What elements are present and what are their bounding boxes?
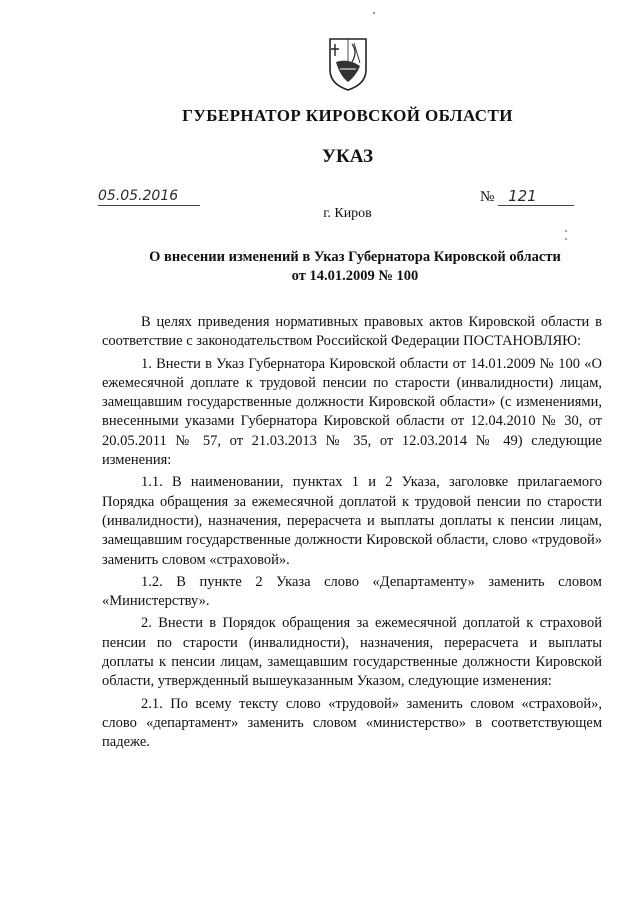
paragraph-1-1: 1.1. В наименовании, пунктах 1 и 2 Указа, заголовке прилагаемого Порядка обращения за ежемесячной доплатой к трудовой пенсии по старости (инвалидности), назначения, перерасчета и выплаты доплаты к пенсии лицам, замещавшим государственные должности Кировской области, слово «трудовой» заменить словом «страховой». [102,474,602,568]
document-body [102,313,602,756]
document-title [120,248,590,286]
paragraph-2-1: 2.1. По всему тексту слово «трудовой» заменить словом «страховой», слово «департамент» заменить словом «министерство» в соответствующем падеже. [102,695,602,751]
number-label: № [480,189,495,205]
paragraph-1: 1. Внести в Указ Губернатора Кировской области от 14.01.2009 № 100 «О ежемесячной доплате к трудовой пенсии по старости (инвалидности) лицам, замещавшим государственные должности Кировской области» (с изменениями, внесенными указами Губернатора Кировской области от 12.04.2010 № 30, от 20.05.2011 № 57, от 21.03.2013 № 35, от 12.03.2014 № 49) следующие изменения: [102,355,602,469]
paragraph-preamble: В целях приведения нормативных правовых актов Кировской области в соответствие с законодательством Российской Федерации ПОСТАНОВЛЯЮ: [102,314,602,350]
paragraph-2: 2. Внести в Порядок обращения за ежемесячной доплатой к страховой пенсии по старости (инвалидности), назначения, перерасчета и выплаты доплаты к пенсии лицам, замещавшим государственные должности Кировской области, утвержденный вышеуказанным Указом, следующие изменения: [102,615,602,690]
document-date: 05.05.2016 [98,188,200,206]
scan-speck [565,238,567,240]
paragraph-1-2: 1.2. В пункте 2 Указа слово «Департаменту» заменить словом «Министерству». [102,573,602,610]
scan-speck [373,12,375,14]
number-value: 121 [498,187,574,206]
document-type: УКАЗ [322,146,373,167]
title-line: О внесении изменений в Указ Губернатора Кировской области [149,249,561,265]
coat-of-arms-icon [326,36,370,92]
document-number [480,187,574,206]
title-line: от 14.01.2009 № 100 [291,268,419,284]
scan-speck [565,230,567,232]
issuing-authority: ГУБЕРНАТОР КИРОВСКОЙ ОБЛАСТИ [182,106,513,125]
place-of-issue: г. Киров [323,206,372,221]
